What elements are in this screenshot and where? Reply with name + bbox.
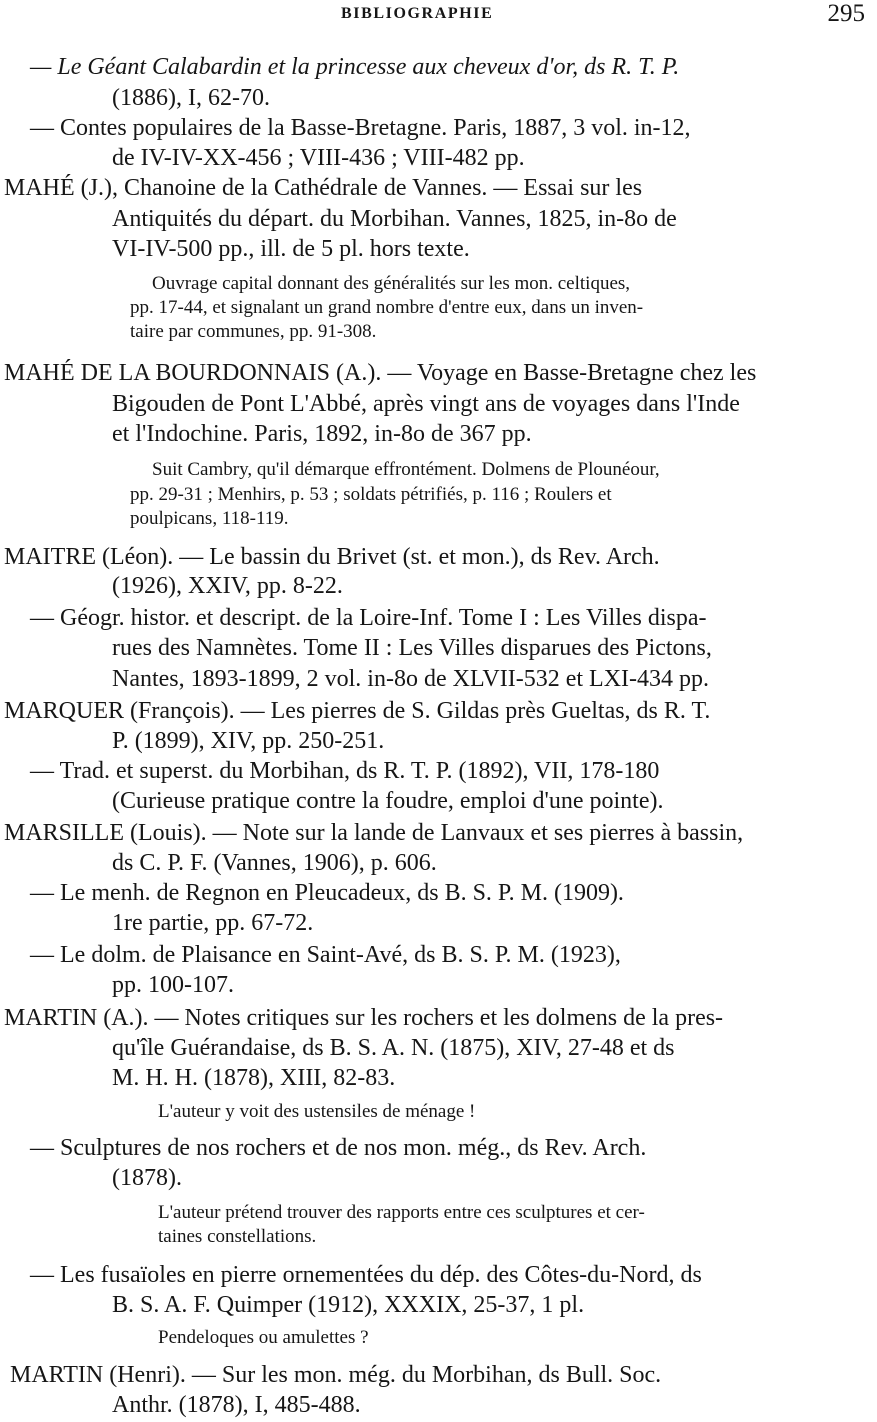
note-line: taire par communes, pp. 91-308. bbox=[130, 321, 377, 342]
note-line: poulpicans, 118-119. bbox=[130, 508, 289, 529]
note-line: Ouvrage capital donnant des généralités sur les mon. celtiques, bbox=[152, 273, 631, 294]
text-line: — Le dolm. de Plaisance en Saint-Avé, ds B. S. P. M. (1923), bbox=[30, 942, 621, 968]
text-line: et l'Indochine. Paris, 1892, in-8o de 367 pp. bbox=[112, 421, 532, 447]
note-line: L'auteur y voit des ustensiles de ménage ! bbox=[158, 1101, 476, 1122]
note-line: taines constellations. bbox=[158, 1226, 317, 1247]
text-line: MAHÉ (J.), Chanoine de la Cathédrale de Vannes. — Essai sur les bbox=[4, 175, 643, 201]
text-line: Bigouden de Pont L'Abbé, après vingt ans de voyages dans l'Inde bbox=[112, 391, 740, 417]
text-line: MARSILLE (Louis). — Note sur la lande de Lanvaux et ses pierres à bassin, bbox=[4, 820, 744, 846]
text-line: ds C. P. F. (Vannes, 1906), p. 606. bbox=[112, 850, 437, 876]
text-line: — Le menh. de Regnon en Pleucadeux, ds B. S. P. M. (1909). bbox=[30, 880, 624, 906]
text-line: Nantes, 1893-1899, 2 vol. in-8o de XLVII-532 et LXI-434 pp. bbox=[112, 666, 710, 692]
note-line: Pendeloques ou amulettes ? bbox=[158, 1327, 369, 1348]
text-line: 1re partie, pp. 67-72. bbox=[112, 910, 314, 936]
text-line: (Curieuse pratique contre la foudre, emploi d'une pointe). bbox=[112, 788, 664, 814]
page-number: 295 bbox=[827, 0, 865, 27]
text-line: — Les fusaïoles en pierre ornementées du dép. des Côtes-du-Nord, ds bbox=[30, 1262, 702, 1288]
text-line: de IV-IV-XX-456 ; VIII-436 ; VIII-482 pp. bbox=[112, 145, 525, 171]
text-line: — Contes populaires de la Basse-Bretagne. Paris, 1887, 3 vol. in-12, bbox=[30, 115, 691, 141]
text-line: VI-IV-500 pp., ill. de 5 pl. hors texte. bbox=[112, 236, 470, 262]
note-line: pp. 17-44, et signalant un grand nombre d'entre eux, dans un inven- bbox=[130, 297, 644, 318]
text-line: MARTIN (Henri). — Sur les mon. még. du Morbihan, ds Bull. Soc. bbox=[10, 1362, 662, 1388]
note-line: pp. 29-31 ; Menhirs, p. 53 ; soldats pétrifiés, p. 116 ; Roulers et bbox=[130, 484, 612, 505]
text-line: (1886), I, 62-70. bbox=[112, 85, 270, 111]
text-line: MAITRE (Léon). — Le bassin du Brivet (st. et mon.), ds Rev. Arch. bbox=[4, 544, 660, 570]
text-line: pp. 100-107. bbox=[112, 972, 234, 998]
text-line: (1878). bbox=[112, 1165, 182, 1191]
page-header bbox=[0, 2, 877, 28]
text-line: MARQUER (François). — Les pierres de S. Gildas près Gueltas, ds R. T. bbox=[4, 698, 711, 724]
text-line: B. S. A. F. Quimper (1912), XXXIX, 25-37, 1 pl. bbox=[112, 1292, 585, 1318]
text-line: — Le Géant Calabardin et la princesse aux cheveux d'or, ds R. T. P. bbox=[30, 54, 680, 80]
running-title: BIBLIOGRAPHIE bbox=[341, 5, 494, 22]
text-line: — Trad. et superst. du Morbihan, ds R. T. P. (1892), VII, 178-180 bbox=[30, 758, 660, 784]
text-line: MAHÉ DE LA BOURDONNAIS (A.). — Voyage en Basse-Bretagne chez les bbox=[4, 360, 757, 386]
text-line: Anthr. (1878), I, 485-488. bbox=[112, 1392, 361, 1418]
text-line: MARTIN (A.). — Notes critiques sur les rochers et les dolmens de la pres- bbox=[4, 1005, 724, 1031]
text-line: M. H. H. (1878), XIII, 82-83. bbox=[112, 1065, 396, 1091]
text-line: (1926), XXIV, pp. 8-22. bbox=[112, 573, 343, 599]
text-line: — Géogr. histor. et descript. de la Loire-Inf. Tome I : Les Villes dispa- bbox=[30, 605, 707, 631]
text-line: rues des Namnètes. Tome II : Les Villes disparues des Pictons, bbox=[112, 635, 712, 661]
text-line: P. (1899), XIV, pp. 250-251. bbox=[112, 728, 385, 754]
note-line: L'auteur prétend trouver des rapports entre ces sculptures et cer- bbox=[158, 1202, 645, 1223]
text-line: — Sculptures de nos rochers et de nos mon. még., ds Rev. Arch. bbox=[30, 1135, 647, 1161]
note-line: Suit Cambry, qu'il démarque effrontément. Dolmens de Plounéour, bbox=[152, 459, 660, 480]
text-line: Antiquités du départ. du Morbihan. Vannes, 1825, in-8o de bbox=[112, 206, 677, 232]
text-line: qu'île Guérandaise, ds B. S. A. N. (1875), XIV, 27-48 et ds bbox=[112, 1035, 675, 1061]
